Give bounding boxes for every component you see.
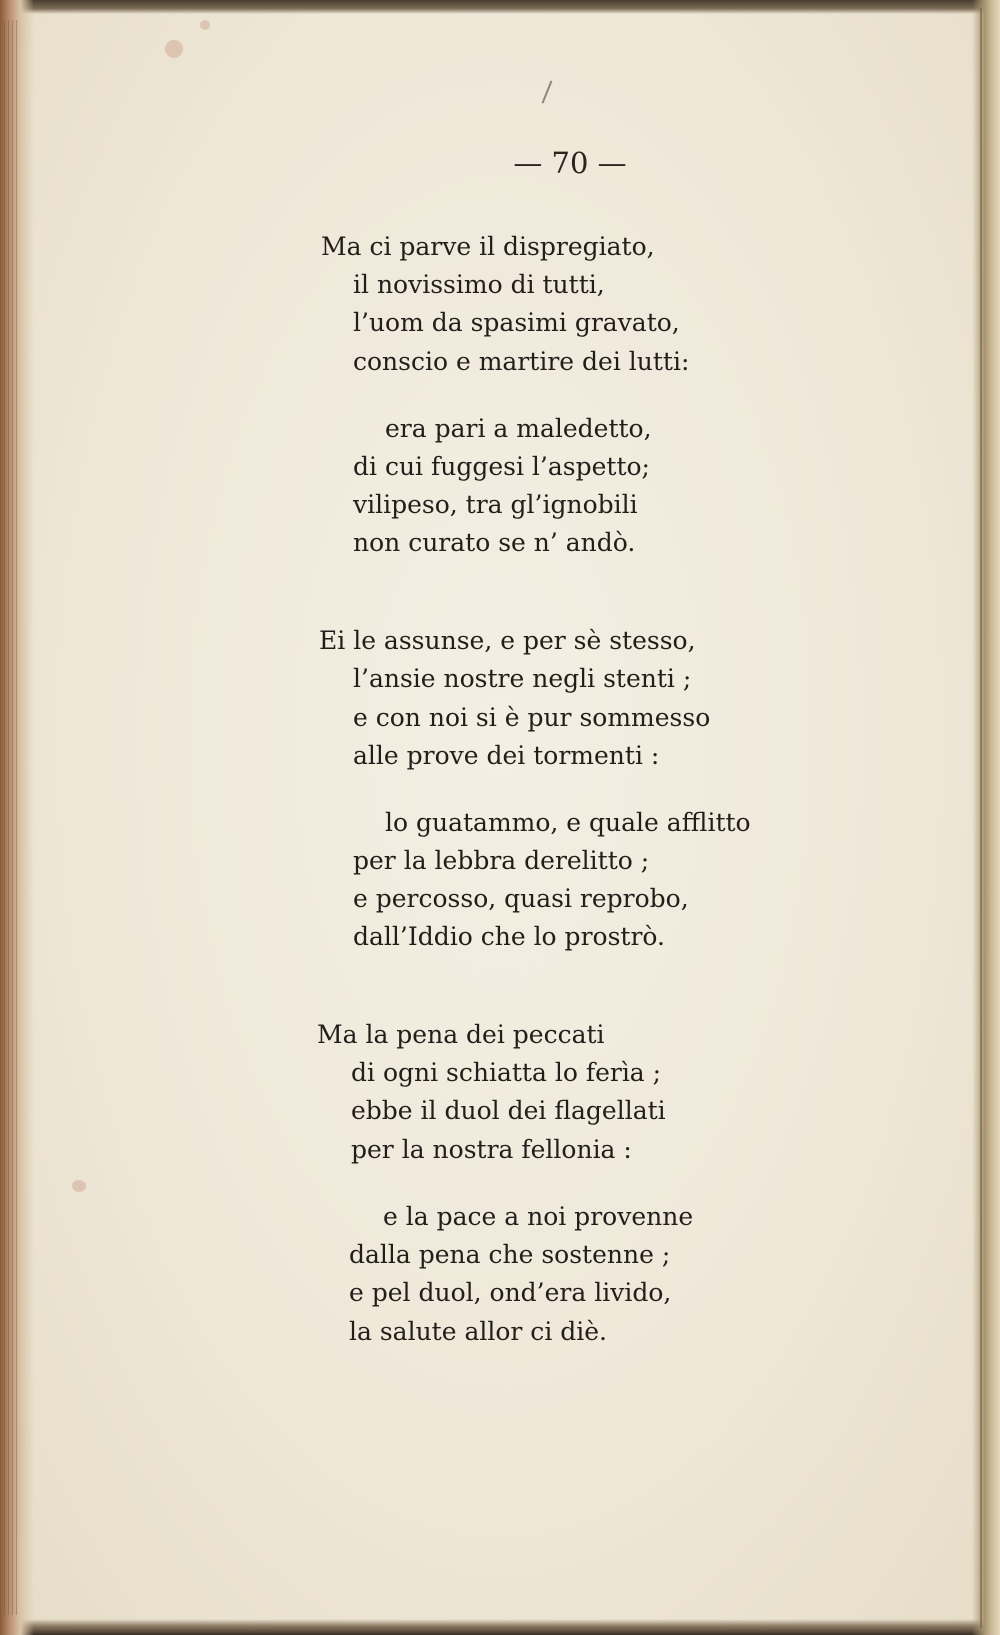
verse-line: di ogni schiatta lo ferìa ; [351,1058,662,1087]
verse-line: dall’Iddio che lo prostrò. [353,922,665,951]
verse-line: l’uom da spasimi gravato, [353,308,680,337]
binding-texture [4,20,18,1615]
verse-line: la salute allor ci diè. [349,1317,607,1346]
verse-line: era pari a maledetto, [385,414,652,443]
verse-line: Ma la pena dei peccati [317,1020,605,1049]
verse-line: ebbe il duol dei flagellati [351,1096,666,1125]
verse-line: e percosso, quasi reprobo, [353,884,689,913]
verse-line: per la lebbra derelitto ; [353,846,650,875]
paper-stain [200,20,210,30]
paper-stain [72,1180,86,1192]
verse-line: e la pace a noi provenne [383,1202,694,1231]
page-bottom-edge [0,1619,1000,1635]
page-right-edge [972,0,1000,1635]
page-number: — 70 — [513,146,627,180]
verse-line: Ei le assunse, e per sè stesso, [319,626,696,655]
paper-stain [165,40,183,58]
page-top-edge [0,0,1000,14]
verse-line: l’ansie nostre negli stenti ; [353,664,692,693]
verse-line: lo guatammo, e quale afflitto [385,808,751,837]
verse-line: dalla pena che sostenne ; [349,1240,671,1269]
verse-line: per la nostra fellonia : [351,1135,632,1164]
page-right-edge-line [980,8,982,1628]
verse-line: vilipeso, tra gl’ignobili [353,490,638,519]
verse-line: non curato se n’ andò. [353,528,636,557]
verse-line: conscio e martire dei lutti: [353,347,690,376]
verse-line: e con noi si è pur sommesso [353,703,711,732]
verse-line: il novissimo di tutti, [353,270,605,299]
ink-mark [542,80,553,103]
verse-line: di cui fuggesi l’aspetto; [353,452,650,481]
verse-line: e pel duol, ond’era livido, [349,1278,672,1307]
verse-line: alle prove dei tormenti : [353,741,660,770]
verse-line: Ma ci parve il dispregiato, [321,232,655,261]
